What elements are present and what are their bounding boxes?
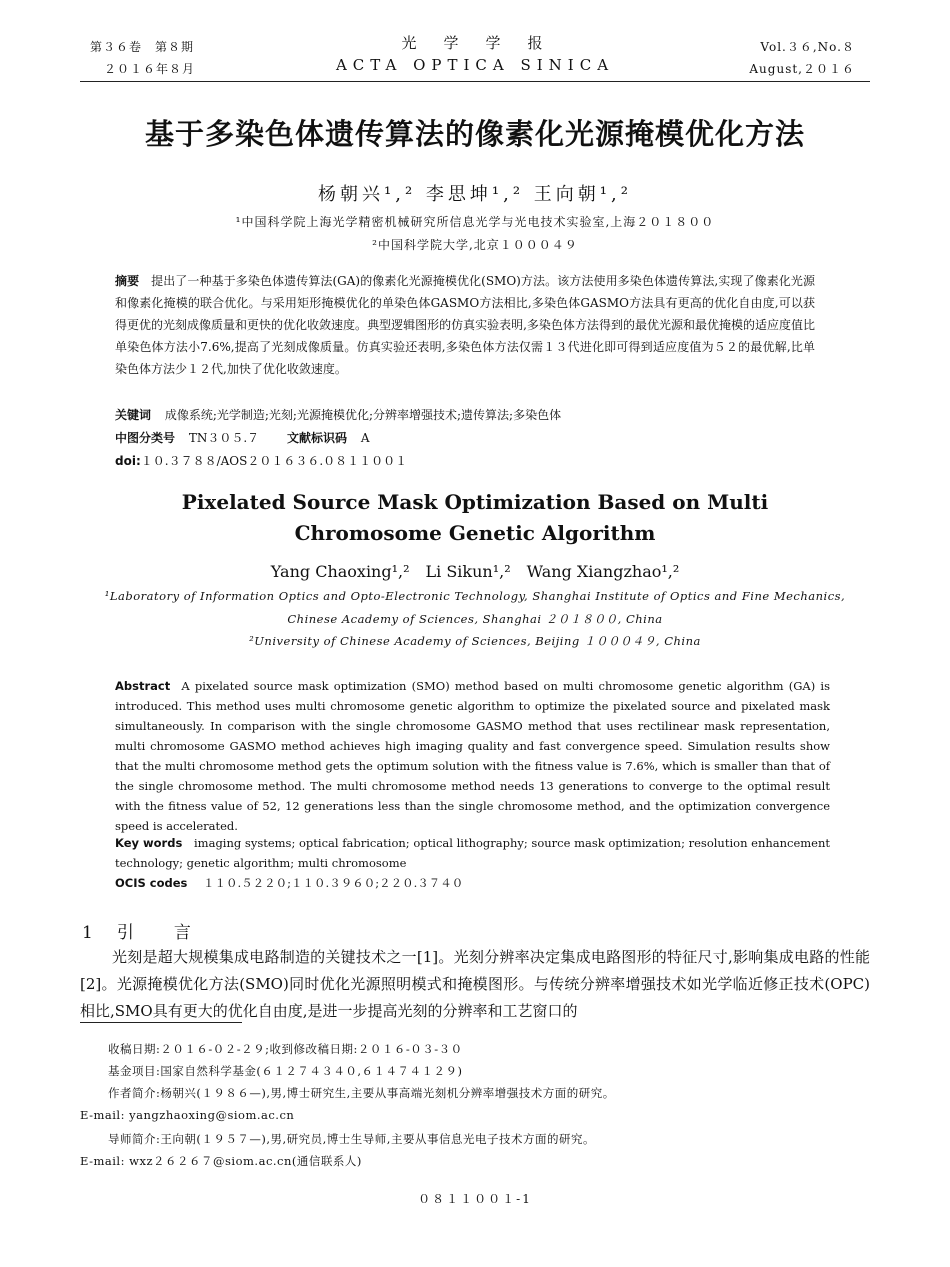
journal-volume-en xyxy=(749,36,855,80)
affiliation-en-2: ²University of Chinese Academy of Sciences, Beijing １０００４９, China xyxy=(249,634,701,648)
abstract-cn xyxy=(115,270,815,380)
keywords-cn-text: 成像系统;光学制造;光刻;光源掩模优化;分辨率增强技术;遗传算法;多染色体 xyxy=(164,408,562,422)
abstract-en-label: Abstract xyxy=(115,679,171,693)
paper-title-cn: 基于多染色体遗传算法的像素化光源掩模优化方法 xyxy=(144,117,805,151)
volume-en: Vol.３６,No.８ xyxy=(760,40,855,54)
abstract-en xyxy=(115,676,830,836)
advisor-bio: 导师简介:王向朝(１９５７—),男,研究员,博士生导师,主要从事信息光电子技术方面的研究。 xyxy=(108,1132,595,1146)
affiliation-cn-2: ²中国科学院大学,北京１０００４９ xyxy=(372,238,578,252)
received-date: 收稿日期:２０１６-０２-２９;收到修改稿日期:２０１６-０３-３０ xyxy=(108,1042,463,1056)
paper-title-en xyxy=(0,487,950,549)
classification-cn xyxy=(115,427,815,449)
journal-name-en: ACTA OPTICA SINICA xyxy=(335,56,615,74)
paper-title-en-line-1: Pixelated Source Mask Optimization Based on Multi xyxy=(181,490,769,514)
abstract-en-text: A pixelated source mask optimization (SMO) method based on multi chromosome genetic algorithm (GA) is introduced. This method uses multi chromosome genetic algorithm to optimize the pixelated source and pixelated mask simultaneously. In comparison with the single chromosome GASMO method that uses rectilinear mask representation, multi chromosome GASMO method achieves high imaging quality and fast convergence speed. Simulation results show that the multi chromosome method gets the optimum solution with the fitness value is 7.6%, which is smaller than that of the single chromosome method. The multi chromosome method needs 13 generations to converge to the optimal result with the fitness value of 52, 12 generations less than the single chromosome method, and the optimization convergence speed is accelerated. xyxy=(115,679,830,833)
section-number: 1 xyxy=(82,923,95,943)
section-heading xyxy=(82,918,193,943)
affiliation-cn-1: ¹中国科学院上海光学精密机械研究所信息光学与光电技术实验室,上海２０１８００ xyxy=(235,215,715,229)
journal-name-cn: 光 学 学 报 xyxy=(401,34,549,52)
footnote-rule xyxy=(80,1022,242,1023)
header-rule xyxy=(80,81,870,82)
keywords-en xyxy=(115,833,830,873)
class-label: 中图分类号 xyxy=(115,431,176,445)
doi-value: １０.３７８８/AOS２０１６３６.０８１１００１ xyxy=(140,454,408,468)
author-bio: 作者简介:杨朝兴(１９８６—),男,博士研究生,主要从事高端光刻机分辨率增强技术方面的研究。 xyxy=(108,1086,615,1100)
keywords-en-label: Key words xyxy=(115,836,183,850)
doi-line xyxy=(115,450,815,472)
doc-code-label: 文献标识码 xyxy=(287,431,348,445)
keywords-en-text: imaging systems; optical fabrication; optical lithography; source mask optimization; resolution enhancement technology; genetic algorithm; multi chromosome xyxy=(115,836,831,870)
affiliation-en-1: ¹Laboratory of Information Optics and Opto-Electronic Technology, Shanghai Institute of Optics and Fine Mechanics, xyxy=(104,589,846,603)
ocis-label: OCIS codes xyxy=(115,876,188,890)
keywords-cn xyxy=(115,404,815,426)
authors-cn: 杨朝兴¹,² 李思坤¹,² 王向朝¹,² xyxy=(318,184,632,205)
abstract-cn-label: 摘要 xyxy=(115,274,140,288)
section-body: 光刻是超大规模集成电路制造的关键技术之一[1]。光刻分辨率决定集成电路图形的特征尺寸,影响集成电路的性能[2]。光源掩模优化方法(SMO)同时优化光源照明模式和掩模图形。与传统分辨率增强技术如光学临近修正技术(OPC)相比,SMO具有更大的优化自由度,是进一步提高光刻的分辨率和工艺窗口的 xyxy=(80,948,870,1020)
section-title: 引 言 xyxy=(116,923,193,943)
ocis-value: １１０.５２２０;１１０.３９６０;２２０.３７４０ xyxy=(203,876,464,890)
date-en: August,２０１６ xyxy=(749,62,855,76)
doc-code-value: A xyxy=(360,431,370,445)
authors-en: Yang Chaoxing¹,² Li Sikun¹,² Wang Xiangzhao¹,² xyxy=(270,562,680,581)
author-email: E-mail: yangzhaoxing@siom.ac.cn xyxy=(80,1108,295,1122)
page-number: ０８１１００１-1 xyxy=(418,1192,532,1206)
advisor-email: E-mail: wxz２６２６７@siom.ac.cn(通信联系人) xyxy=(80,1154,362,1168)
paper-title-en-line-2: Chromosome Genetic Algorithm xyxy=(294,521,656,545)
abstract-cn-text: 提出了一种基于多染色体遗传算法(GA)的像素化光源掩模优化(SMO)方法。该方法使用多染色体遗传算法,实现了像素化光源和像素化掩模的联合优化。与采用矩形掩模优化的单染色体GASMO方法相比,多染色体GASMO方法具有更高的优化自由度,可以获得更优的光刻成像质量和更快的优化收敛速度。典型逻辑图形的仿真实验表明,多染色体方法得到的最优光源和最优掩模的适应度值比单染色体方法小7.6%,提高了光刻成像质量。仿真实验还表明,多染色体方法仅需１３代进化即可得到适应度值为５２的最优解,比单染色体方法少１２代,加快了优化收敛速度。 xyxy=(115,274,815,376)
keywords-cn-label: 关键词 xyxy=(115,408,152,422)
date-cn: ２０１６年８月 xyxy=(104,62,196,76)
class-value: TN３０５.７ xyxy=(188,431,260,445)
affiliation-en-1-cont: Chinese Academy of Sciences, Shanghai ２０１８００, China xyxy=(287,612,663,626)
ocis-codes xyxy=(115,873,830,893)
doi-label: doi: xyxy=(115,454,141,468)
volume-cn: 第３６卷 第８期 xyxy=(90,40,195,54)
funding: 基金项目:国家自然科学基金(６１２７４３４０,６１４７４１２９) xyxy=(108,1064,463,1078)
